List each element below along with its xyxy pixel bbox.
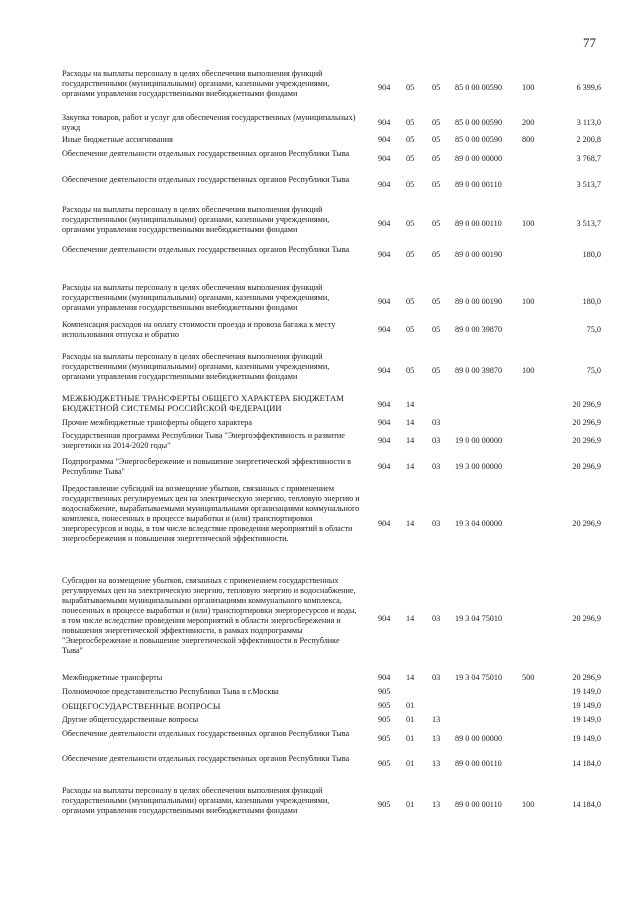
amount: 3 513,7 <box>576 180 601 189</box>
row-name: Расходы на выплаты персоналу в целях обеспечения выполнения функций государственными (муниципальными) органами, казенными учреждениями, органами управления государственными внебюджетными фондами <box>62 352 330 381</box>
section-code: 14 <box>406 673 415 682</box>
target-article-code: 89 0 00 00000 <box>455 154 503 163</box>
subsection-code: 13 <box>432 759 441 768</box>
expense-type-code: 100 <box>522 219 535 228</box>
row-name: Субсидии на возмещение убытков, связанных с применением государственных регулируемых цен на электрическую энергию, тепловую энергию и водоснабжение, вырабатываемыми муниципальными организациями коммунального комплекса, понесенных в процессе выработки и (или) транспортировки энергоресурсов и воды, в том числе вследствие проведения мероприятий в области энергосбережения и повышения энергетической эффективности, в рамках подпрограммы "Энергосбережение и повышение энергетической эффективности в Республике Тыва" <box>62 576 357 655</box>
department-code: 904 <box>378 154 391 163</box>
target-article-code: 19 0 00 00000 <box>455 436 503 445</box>
row-name: Государственная программа Республики Тыва "Энергоэффективность и развитие энергетики на 2014-2020 годы" <box>62 431 345 450</box>
table-row <box>0 393 640 413</box>
amount: 14 184,0 <box>572 759 601 768</box>
department-code: 904 <box>378 180 391 189</box>
amount: 20 296,9 <box>572 614 601 623</box>
table-row <box>0 687 640 697</box>
row-name: Обеспечение деятельности отдельных государственных органов Республики Тыва <box>62 245 350 254</box>
target-article-code: 89 0 00 00110 <box>455 219 502 228</box>
section-code: 05 <box>406 366 415 375</box>
amount: 3 513,7 <box>576 219 601 228</box>
amount: 19 149,0 <box>572 701 601 710</box>
amount: 19 149,0 <box>572 715 601 724</box>
row-name: Полномочное представительство Республики Тыва в г.Москва <box>62 687 279 696</box>
table-row <box>0 457 640 477</box>
target-article-code: 89 0 00 39870 <box>455 325 503 334</box>
subsection-code: 13 <box>432 734 441 743</box>
table-row <box>0 205 640 235</box>
table-row <box>0 320 640 340</box>
subsection-code: 03 <box>432 418 441 427</box>
table-row <box>0 149 640 169</box>
page-number: 77 <box>583 35 596 50</box>
table-row <box>0 135 640 145</box>
subsection-code: 05 <box>432 118 441 127</box>
row-name: Расходы на выплаты персоналу в целях обеспечения выполнения функций государственными (муниципальными) органами, казенными учреждениями, органами управления государственными внебюджетными фондами <box>62 69 330 98</box>
subsection-code: 05 <box>432 325 441 334</box>
section-code: 14 <box>406 614 415 623</box>
expense-type-code: 200 <box>522 118 535 127</box>
row-name: Прочие межбюджетные трансферты общего характера <box>62 418 253 427</box>
subsection-code: 05 <box>432 366 441 375</box>
row-name: Подпрограмма "Энергосбережение и повышение энергетической эффективности в Республике Тыва" <box>62 457 352 476</box>
section-code: 01 <box>406 701 415 710</box>
amount: 3 113,0 <box>576 118 601 127</box>
section-code: 14 <box>406 519 415 528</box>
amount: 14 184,0 <box>572 800 601 809</box>
section-code: 14 <box>406 418 415 427</box>
row-name: Другие общегосударственные вопросы <box>62 715 199 724</box>
department-code: 904 <box>378 250 391 259</box>
expense-type-code: 100 <box>522 800 535 809</box>
amount: 20 296,9 <box>572 436 601 445</box>
amount: 180,0 <box>582 250 601 259</box>
subsection-code: 05 <box>432 135 441 144</box>
row-name: Расходы на выплаты персоналу в целях обеспечения выполнения функций государственными (муниципальными) органами, казенными учреждениями, органами управления государственными внебюджетными фондами <box>62 283 330 312</box>
table-row <box>0 786 640 816</box>
target-article-code: 89 0 00 39870 <box>455 366 503 375</box>
department-code: 904 <box>378 366 391 375</box>
amount: 20 296,9 <box>572 400 601 409</box>
department-code: 904 <box>378 418 391 427</box>
department-code: 904 <box>378 400 391 409</box>
subsection-code: 05 <box>432 154 441 163</box>
section-code: 01 <box>406 759 415 768</box>
row-name: МЕЖБЮДЖЕТНЫЕ ТРАНСФЕРТЫ ОБЩЕГО ХАРАКТЕРА БЮДЖЕТАМ БЮДЖЕТНОЙ СИСТЕМЫ РОССИЙСКОЙ ФЕДЕРАЦИИ <box>62 393 344 413</box>
table-row <box>0 69 640 99</box>
subsection-code: 05 <box>432 297 441 306</box>
department-code: 904 <box>378 83 391 92</box>
amount: 20 296,9 <box>572 418 601 427</box>
section-code: 01 <box>406 734 415 743</box>
expense-type-code: 100 <box>522 297 535 306</box>
expense-type-code: 800 <box>522 135 535 144</box>
target-article-code: 85 0 00 00590 <box>455 83 503 92</box>
row-name: Иные бюджетные ассигнования <box>62 135 173 144</box>
row-name: ОБЩЕГОСУДАРСТВЕННЫЕ ВОПРОСЫ <box>62 701 221 711</box>
target-article-code: 85 0 00 00590 <box>455 135 503 144</box>
target-article-code: 89 0 00 00190 <box>455 250 503 259</box>
row-name: Компенсация расходов на оплату стоимости проезда и провоза багажа к месту использования отпуска и обратно <box>62 320 336 339</box>
target-article-code: 19 3 00 00000 <box>455 462 503 471</box>
table-row <box>0 175 640 195</box>
department-code: 904 <box>378 118 391 127</box>
department-code: 904 <box>378 462 391 471</box>
amount: 75,0 <box>586 325 601 334</box>
department-code: 904 <box>378 436 391 445</box>
row-name: Предоставление субсидий на возмещение убытков, связанных с применением государственных регулируемых цен на электрическую энергию, тепловую энергию и водоснабжение, вырабатываемыми муниципальными организациями коммунального комплекса, понесенных в процессе выработки и (или) транспортировки энергоресурсов и воды, в том числе вследствие проведения мероприятий в области энергосбережения и повышения энергетической эффективности. <box>62 484 360 543</box>
expense-type-code: 100 <box>522 366 535 375</box>
row-name: Закупка товаров, работ и услуг для обеспечения государственных (муниципальных) нужд <box>62 113 356 132</box>
table-row <box>0 729 640 749</box>
target-article-code: 89 0 00 00110 <box>455 800 502 809</box>
section-code: 05 <box>406 83 415 92</box>
subsection-code: 13 <box>432 800 441 809</box>
department-code: 904 <box>378 673 391 682</box>
department-code: 905 <box>378 734 391 743</box>
department-code: 904 <box>378 614 391 623</box>
table-row <box>0 431 640 451</box>
table-row <box>0 113 640 133</box>
amount: 20 296,9 <box>572 462 601 471</box>
amount: 6 399,6 <box>576 83 601 92</box>
department-code: 904 <box>378 519 391 528</box>
expense-type-code: 500 <box>522 673 535 682</box>
target-article-code: 89 0 00 00110 <box>455 759 502 768</box>
target-article-code: 19 3 04 75010 <box>455 673 503 682</box>
table-row <box>0 352 640 382</box>
amount: 3 768,7 <box>576 154 601 163</box>
section-code: 05 <box>406 250 415 259</box>
section-code: 14 <box>406 436 415 445</box>
subsection-code: 03 <box>432 462 441 471</box>
target-article-code: 89 0 00 00190 <box>455 297 503 306</box>
section-code: 05 <box>406 154 415 163</box>
department-code: 904 <box>378 219 391 228</box>
subsection-code: 03 <box>432 519 441 528</box>
table-row <box>0 418 640 428</box>
row-name: Обеспечение деятельности отдельных государственных органов Республики Тыва <box>62 754 350 763</box>
target-article-code: 89 0 00 00000 <box>455 734 503 743</box>
table-row <box>0 283 640 313</box>
section-code: 05 <box>406 297 415 306</box>
row-name: Обеспечение деятельности отдельных государственных органов Республики Тыва <box>62 729 350 738</box>
subsection-code: 13 <box>432 715 441 724</box>
subsection-code: 03 <box>432 614 441 623</box>
subsection-code: 05 <box>432 250 441 259</box>
amount: 2 200,8 <box>576 135 601 144</box>
row-name: Обеспечение деятельности отдельных государственных органов Республики Тыва <box>62 175 350 184</box>
department-code: 904 <box>378 135 391 144</box>
section-code: 05 <box>406 325 415 334</box>
subsection-code: 03 <box>432 436 441 445</box>
amount: 180,0 <box>582 297 601 306</box>
section-code: 14 <box>406 400 415 409</box>
table-row <box>0 754 640 774</box>
department-code: 905 <box>378 701 391 710</box>
department-code: 904 <box>378 325 391 334</box>
row-name: Обеспечение деятельности отдельных государственных органов Республики Тыва <box>62 149 350 158</box>
amount: 19 149,0 <box>572 734 601 743</box>
table-row <box>0 245 640 265</box>
target-article-code: 19 3 04 75010 <box>455 614 503 623</box>
table-row <box>0 673 640 683</box>
department-code: 905 <box>378 715 391 724</box>
amount: 75,0 <box>586 366 601 375</box>
department-code: 905 <box>378 759 391 768</box>
subsection-code: 03 <box>432 673 441 682</box>
section-code: 01 <box>406 715 415 724</box>
section-code: 05 <box>406 180 415 189</box>
subsection-code: 05 <box>432 180 441 189</box>
section-code: 01 <box>406 800 415 809</box>
subsection-code: 05 <box>432 219 441 228</box>
department-code: 905 <box>378 800 391 809</box>
amount: 19 149,0 <box>572 687 601 696</box>
table-row <box>0 715 640 725</box>
table-row <box>0 576 640 658</box>
section-code: 05 <box>406 219 415 228</box>
target-article-code: 19 3 04 00000 <box>455 519 503 528</box>
amount: 20 296,9 <box>572 519 601 528</box>
target-article-code: 89 0 00 00110 <box>455 180 502 189</box>
table-row <box>0 701 640 711</box>
section-code: 05 <box>406 118 415 127</box>
row-name: Межбюджетные трансферты <box>62 673 163 682</box>
target-article-code: 85 0 00 00590 <box>455 118 503 127</box>
table-row <box>0 484 640 556</box>
department-code: 905 <box>378 687 391 696</box>
row-name: Расходы на выплаты персоналу в целях обеспечения выполнения функций государственными (муниципальными) органами, казенными учреждениями, органами управления государственными внебюджетными фондами <box>62 205 330 234</box>
row-name: Расходы на выплаты персоналу в целях обеспечения выполнения функций государственными (муниципальными) органами, казенными учреждениями, органами управления государственными внебюджетными фондами <box>62 786 330 815</box>
section-code: 14 <box>406 462 415 471</box>
section-code: 05 <box>406 135 415 144</box>
expense-type-code: 100 <box>522 83 535 92</box>
subsection-code: 05 <box>432 83 441 92</box>
amount: 20 296,9 <box>572 673 601 682</box>
department-code: 904 <box>378 297 391 306</box>
